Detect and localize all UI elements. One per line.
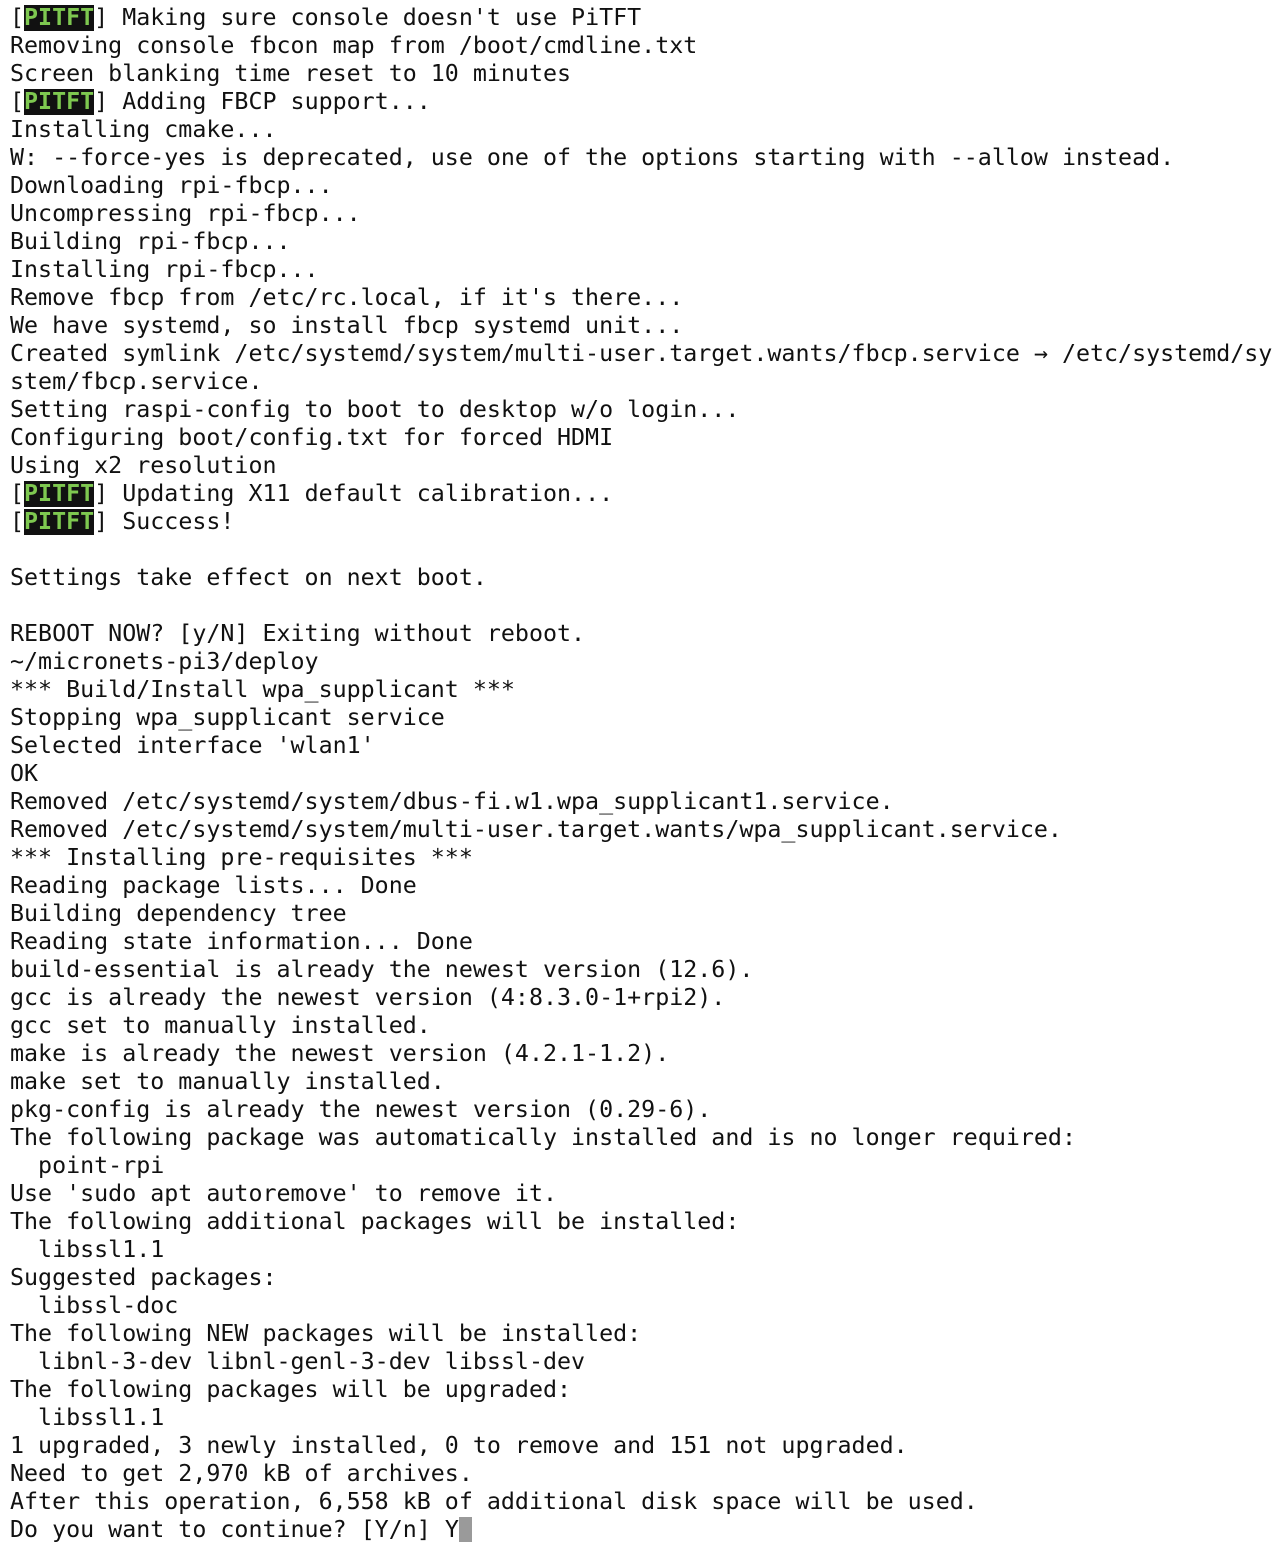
output-line — [10, 480, 1279, 508]
line-text: Downloading rpi-fbcp... — [10, 172, 333, 199]
output-line — [10, 1180, 1279, 1208]
line-text: libssl1.1 — [10, 1236, 165, 1263]
output-line — [10, 1068, 1279, 1096]
tag-open-bracket: [ — [10, 88, 25, 115]
line-text: Screen blanking time reset to 10 minutes — [10, 60, 572, 87]
line-text: Adding FBCP support... — [108, 88, 431, 115]
output-line — [10, 228, 1279, 256]
pitft-tag: PITFT — [24, 480, 95, 507]
line-text: libnl-3-dev libnl-genl-3-dev libssl-dev — [10, 1348, 586, 1375]
line-text: make set to manually installed. — [10, 1068, 445, 1095]
line-text: Uncompressing rpi-fbcp... — [10, 200, 361, 227]
output-line — [10, 1460, 1279, 1488]
output-line — [10, 508, 1279, 536]
line-text: Configuring boot/config.txt for forced HDMI — [10, 424, 614, 451]
output-line — [10, 1348, 1279, 1376]
output-line — [10, 1320, 1279, 1348]
line-text: stem/fbcp.service. — [10, 368, 263, 395]
line-text: *** Installing pre-requisites *** — [10, 844, 473, 871]
output-line — [10, 200, 1279, 228]
line-text: The following packages will be upgraded: — [10, 1376, 572, 1403]
output-line — [10, 732, 1279, 760]
line-text: ~/micronets-pi3/deploy — [10, 648, 319, 675]
output-line — [10, 32, 1279, 60]
output-line — [10, 676, 1279, 704]
output-line — [10, 88, 1279, 116]
output-line — [10, 788, 1279, 816]
output-line — [10, 704, 1279, 732]
output-line — [10, 1376, 1279, 1404]
tag-open-bracket: [ — [10, 480, 25, 507]
output-line — [10, 648, 1279, 676]
line-text: The following additional packages will be installed: — [10, 1208, 740, 1235]
output-line — [10, 1152, 1279, 1180]
output-line — [10, 144, 1279, 172]
output-line — [10, 424, 1279, 452]
output-line — [10, 396, 1279, 424]
output-line — [10, 900, 1279, 928]
line-text: *** Build/Install wpa_supplicant *** — [10, 676, 515, 703]
tag-open-bracket: [ — [10, 4, 25, 31]
line-text: Updating X11 default calibration... — [108, 480, 614, 507]
output-line — [10, 1264, 1279, 1292]
line-text: gcc set to manually installed. — [10, 1012, 431, 1039]
line-text: libssl1.1 — [10, 1404, 165, 1431]
line-text: W: --force-yes is deprecated, use one of the options starting with --allow instead. — [10, 144, 1175, 171]
line-text: Removed /etc/systemd/system/dbus-fi.w1.wpa_supplicant1.service. — [10, 788, 894, 815]
output-line — [10, 1292, 1279, 1320]
pitft-tag: PITFT — [24, 88, 95, 115]
prompt-text: Do you want to continue? [Y/n] — [10, 1516, 445, 1543]
output-line — [10, 1040, 1279, 1068]
output-line — [10, 368, 1279, 396]
line-text: OK — [10, 760, 39, 787]
output-line — [10, 928, 1279, 956]
line-text: build-essential is already the newest version (12.6). — [10, 956, 754, 983]
line-text: Settings take effect on next boot. — [10, 564, 487, 591]
output-line — [10, 340, 1279, 368]
line-text: Installing cmake... — [10, 116, 277, 143]
output-line — [10, 116, 1279, 144]
tag-close-bracket: ] — [94, 508, 109, 535]
output-line — [10, 1236, 1279, 1264]
output-line — [10, 592, 1279, 620]
output-line — [10, 620, 1279, 648]
line-text: Making sure console doesn't use PiTFT — [108, 4, 642, 31]
output-line — [10, 1488, 1279, 1516]
output-line — [10, 844, 1279, 872]
tag-close-bracket: ] — [94, 88, 109, 115]
output-line — [10, 60, 1279, 88]
output-line — [10, 1012, 1279, 1040]
line-text: Suggested packages: — [10, 1264, 277, 1291]
line-text: Setting raspi-config to boot to desktop w/o login... — [10, 396, 740, 423]
line-text: Selected interface 'wlan1' — [10, 732, 375, 759]
output-line — [10, 312, 1279, 340]
line-text: Removed /etc/systemd/system/multi-user.target.wants/wpa_supplicant.service. — [10, 816, 1062, 843]
output-line — [10, 564, 1279, 592]
line-text: Removing console fbcon map from /boot/cmdline.txt — [10, 32, 698, 59]
output-line — [10, 872, 1279, 900]
line-text: Installing rpi-fbcp... — [10, 256, 319, 283]
output-line — [10, 1432, 1279, 1460]
line-text: Reading package lists... Done — [10, 872, 417, 899]
text-cursor — [459, 1517, 472, 1542]
line-text: Stopping wpa_supplicant service — [10, 704, 445, 731]
output-line — [10, 1096, 1279, 1124]
output-line — [10, 452, 1279, 480]
line-text: The following NEW packages will be installed: — [10, 1320, 642, 1347]
pitft-tag: PITFT — [24, 508, 95, 535]
line-text: Success! — [108, 508, 235, 535]
line-text: Remove fbcp from /etc/rc.local, if it's there... — [10, 284, 684, 311]
tag-close-bracket: ] — [94, 4, 109, 31]
output-line — [10, 816, 1279, 844]
output-line — [10, 1124, 1279, 1152]
line-text: libssl-doc — [10, 1292, 179, 1319]
output-line — [10, 256, 1279, 284]
line-text: Reading state information... Done — [10, 928, 473, 955]
output-line — [10, 956, 1279, 984]
line-text: Building rpi-fbcp... — [10, 228, 291, 255]
line-text: pkg-config is already the newest version (0.29-6). — [10, 1096, 712, 1123]
line-text: gcc is already the newest version (4:8.3.0-1+rpi2). — [10, 984, 726, 1011]
output-line — [10, 284, 1279, 312]
pitft-tag: PITFT — [24, 4, 95, 31]
line-text: After this operation, 6,558 kB of additional disk space will be used. — [10, 1488, 978, 1515]
line-text: We have systemd, so install fbcp systemd unit... — [10, 312, 684, 339]
prompt-input[interactable]: Y — [444, 1516, 459, 1543]
line-text: REBOOT NOW? [y/N] Exiting without reboot. — [10, 620, 586, 647]
line-text: Using x2 resolution — [10, 452, 277, 479]
line-text: Created symlink /etc/systemd/system/multi-user.target.wants/fbcp.service → /etc/systemd/sy — [10, 340, 1273, 367]
line-text: point-rpi — [10, 1152, 165, 1179]
output-line — [10, 1404, 1279, 1432]
output-line — [10, 1208, 1279, 1236]
line-text: Use 'sudo apt autoremove' to remove it. — [10, 1180, 558, 1207]
line-text: The following package was automatically installed and is no longer required: — [10, 1124, 1076, 1151]
output-line — [10, 984, 1279, 1012]
tag-close-bracket: ] — [94, 480, 109, 507]
line-text: Building dependency tree — [10, 900, 347, 927]
line-text: Need to get 2,970 kB of archives. — [10, 1460, 473, 1487]
output-line — [10, 172, 1279, 200]
output-line — [10, 760, 1279, 788]
output-line — [10, 536, 1279, 564]
tag-open-bracket: [ — [10, 508, 25, 535]
line-text: make is already the newest version (4.2.1-1.2). — [10, 1040, 670, 1067]
output-line — [10, 4, 1279, 32]
line-text: 1 upgraded, 3 newly installed, 0 to remove and 151 not upgraded. — [10, 1432, 908, 1459]
prompt-line — [10, 1516, 1279, 1544]
